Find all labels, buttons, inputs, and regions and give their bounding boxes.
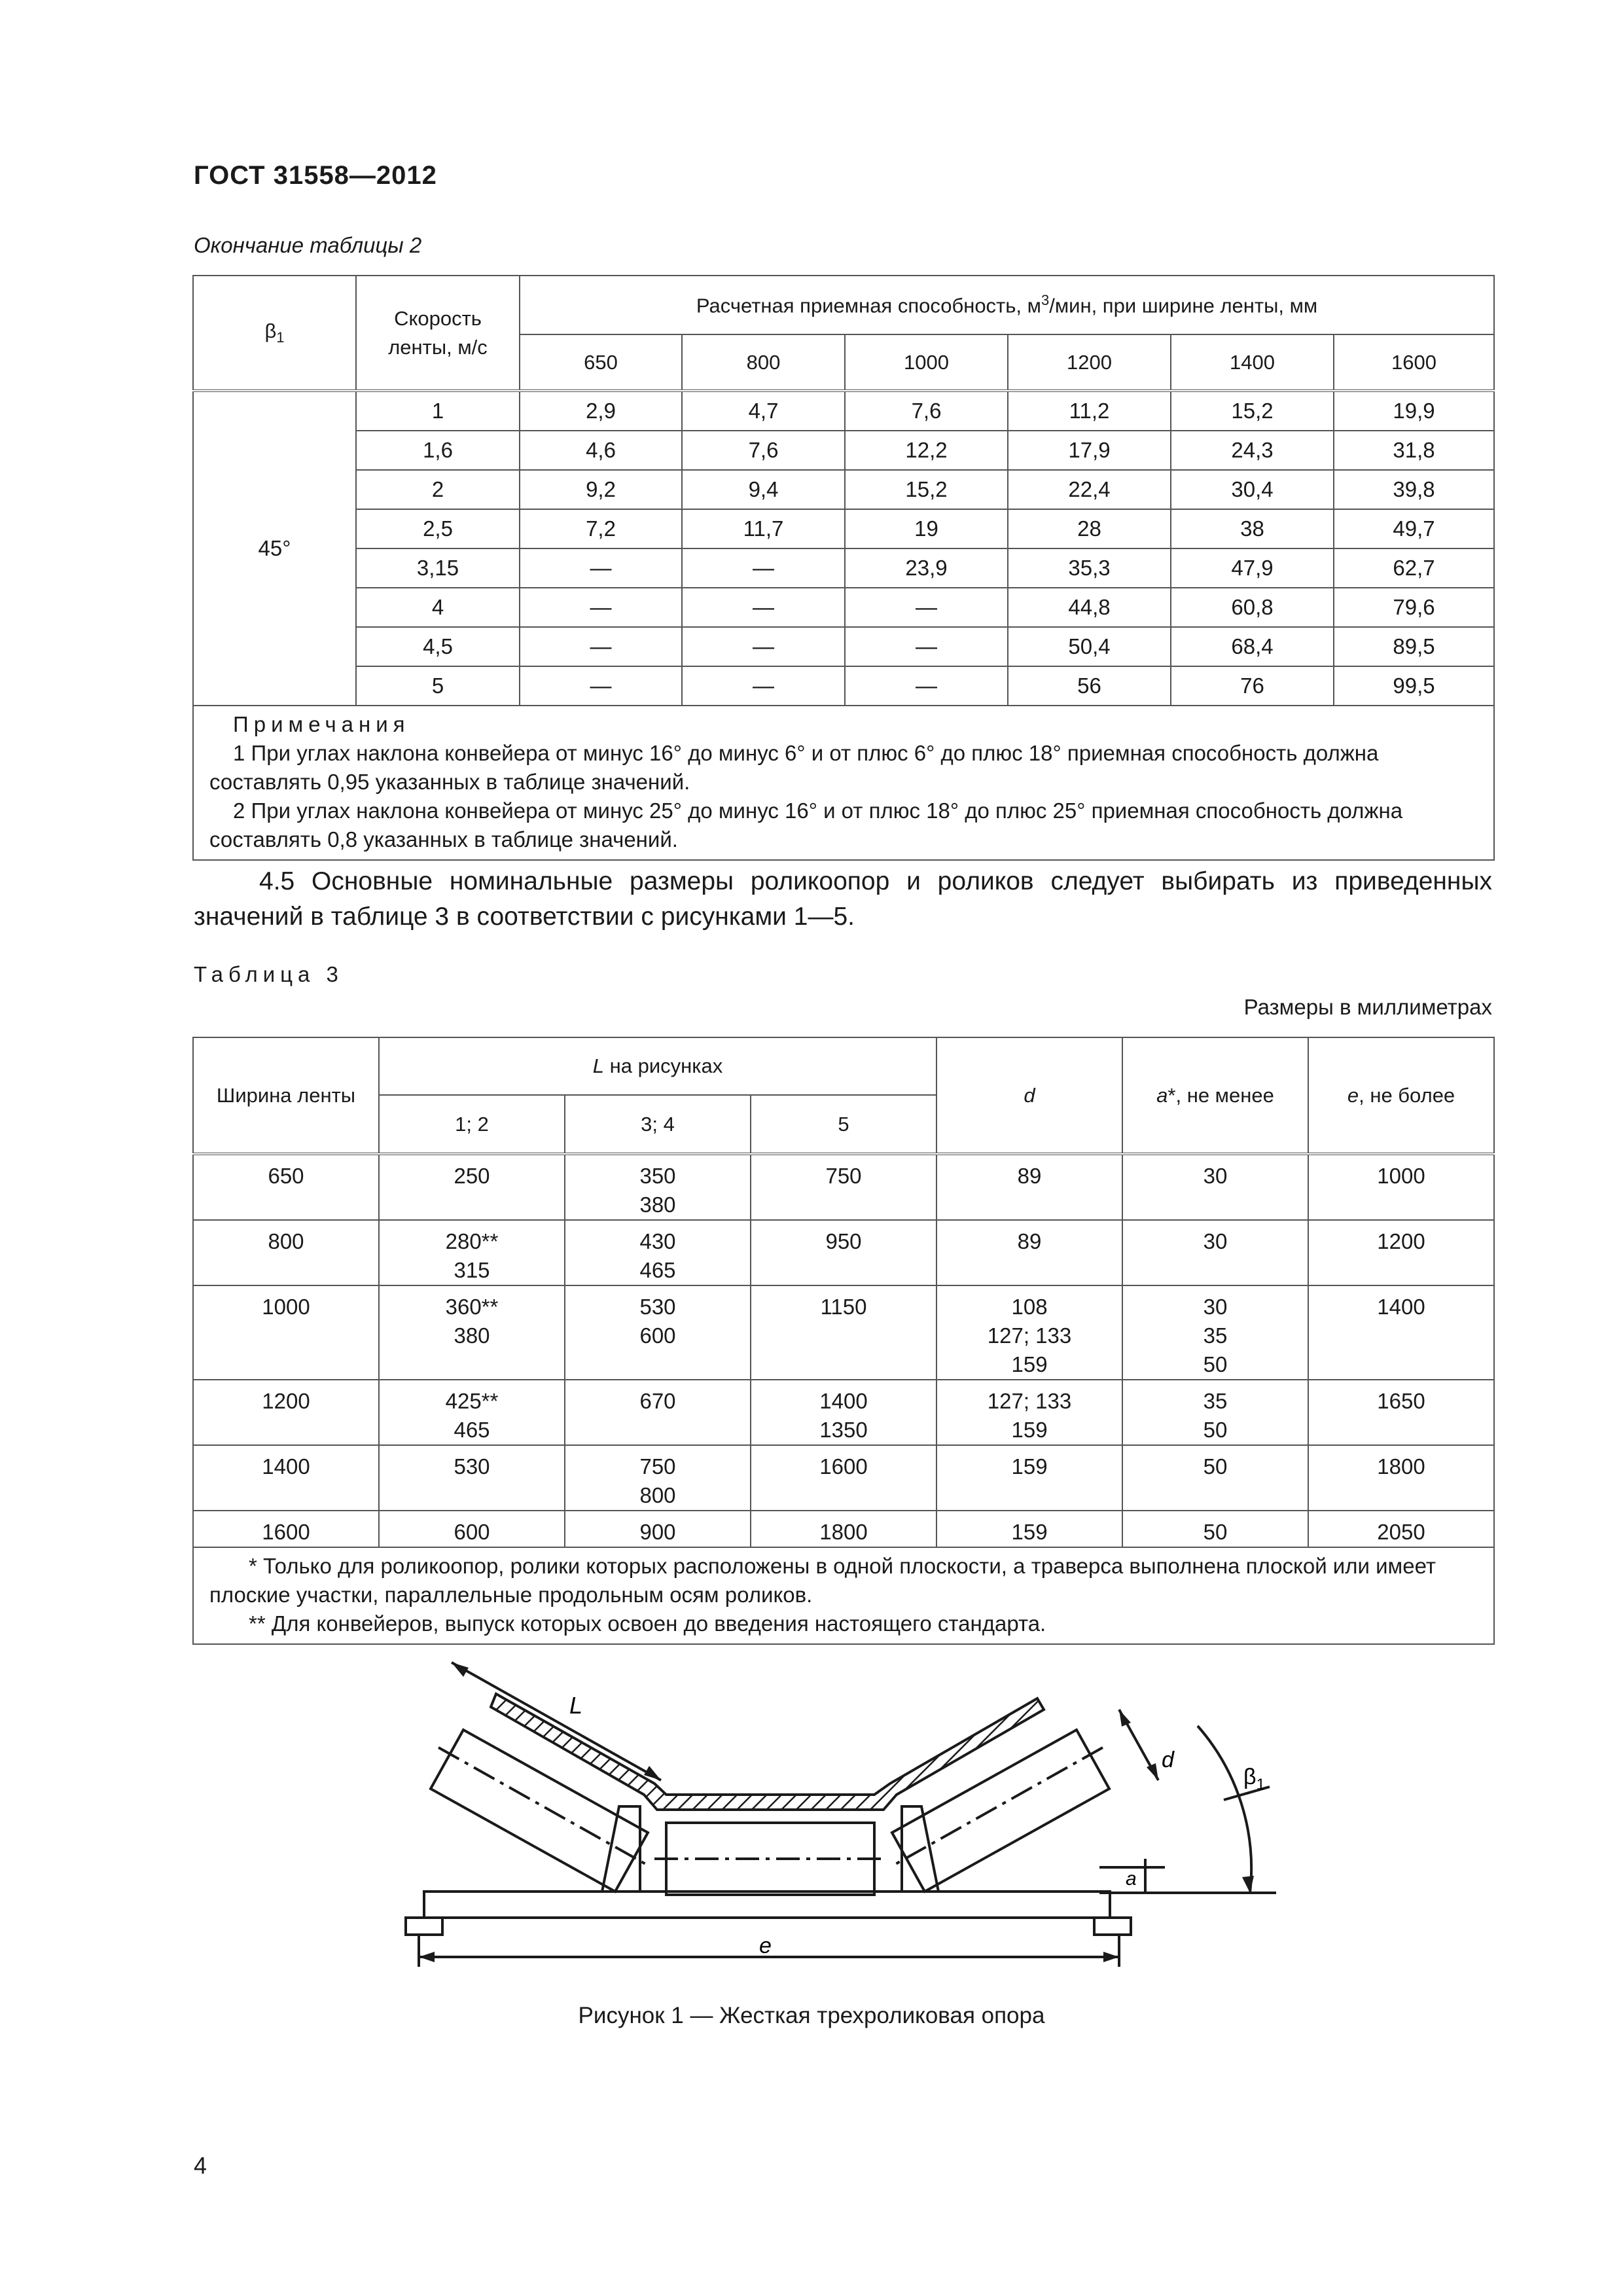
cell-d: 89 — [936, 1220, 1122, 1285]
label-d: d — [1162, 1748, 1174, 1772]
L-header-symbol: L — [592, 1054, 604, 1078]
table-row — [193, 666, 1494, 706]
d-header — [936, 1037, 1122, 1154]
table-row — [193, 548, 1494, 588]
table-row — [193, 1511, 1494, 1547]
speed-header-line2: ленты, м/с — [388, 335, 488, 359]
capacity-cell: 11,7 — [682, 509, 845, 548]
capacity-cell: 39,8 — [1334, 470, 1494, 509]
table2-notes — [193, 706, 1494, 860]
speed-header — [356, 276, 520, 391]
capacity-cell: 7,6 — [682, 431, 845, 470]
capacity-cell: 76 — [1171, 666, 1334, 706]
capacity-cell: 19,9 — [1334, 391, 1494, 431]
center-roller — [654, 1823, 887, 1895]
capacity-cell: 68,4 — [1171, 627, 1334, 666]
cell-e: 1650 — [1308, 1380, 1494, 1445]
cell-l12: 280** 315 — [379, 1220, 565, 1285]
d-header-symbol: d — [1024, 1083, 1035, 1107]
cell-l12: 425** 465 — [379, 1380, 565, 1445]
capacity-cell: 4,7 — [682, 391, 845, 431]
width-header: 800 — [682, 334, 845, 391]
cell-l34: 670 — [565, 1380, 751, 1445]
table3-units: Размеры в миллиметрах — [1243, 995, 1492, 1019]
capacity-cell: 15,2 — [1171, 391, 1334, 431]
table-row — [193, 470, 1494, 509]
capacity-header-text: Расчетная приемная способность, м — [696, 294, 1041, 317]
footnote-2-text: ** Для конвейеров, выпуск которых освоен до введения настоящего стандарта. — [249, 1611, 1046, 1636]
capacity-cell: 22,4 — [1008, 470, 1171, 509]
capacity-cell: 31,8 — [1334, 431, 1494, 470]
label-L: L — [569, 1692, 583, 1719]
standard-header: ГОСТ 31558—2012 — [194, 161, 437, 190]
capacity-cell: 7,2 — [520, 509, 682, 548]
a-header-symbol: a — [1156, 1083, 1168, 1107]
a-header — [1122, 1037, 1308, 1154]
cell-e: 1000 — [1308, 1154, 1494, 1220]
capacity-cell: 62,7 — [1334, 548, 1494, 588]
cell-width: 1000 — [193, 1285, 379, 1380]
table-row — [193, 1380, 1494, 1445]
width-header: 1600 — [1334, 334, 1494, 391]
capacity-cell: 56 — [1008, 666, 1171, 706]
cell-l5: 950 — [751, 1220, 936, 1285]
table3-caption: Таблица 3 — [194, 962, 344, 986]
e-header-symbol: e — [1347, 1083, 1359, 1107]
speed-cell: 2 — [356, 470, 520, 509]
capacity-cell: — — [520, 588, 682, 627]
cell-a: 30 — [1122, 1154, 1308, 1220]
figure-caption: Рисунок 1 — Жесткая трехроликовая опора — [578, 2003, 1045, 2028]
label-beta-subscript: 1 — [1256, 1776, 1265, 1793]
cell-width: 1400 — [193, 1445, 379, 1511]
capacity-cell: — — [682, 666, 845, 706]
L-header-text: на рисунках — [604, 1054, 723, 1078]
capacity-cell: 9,2 — [520, 470, 682, 509]
cell-a: 35 50 — [1122, 1380, 1308, 1445]
width-header: 1000 — [845, 334, 1008, 391]
cell-d: 159 — [936, 1445, 1122, 1511]
dimension-lines — [419, 1662, 1276, 1967]
capacity-cell: 79,6 — [1334, 588, 1494, 627]
capacity-cell: — — [845, 588, 1008, 627]
speed-cell: 4 — [356, 588, 520, 627]
speed-header-line1: Скорость — [394, 306, 482, 330]
cell-l34: 430 465 — [565, 1220, 751, 1285]
capacity-cell: 9,4 — [682, 470, 845, 509]
capacity-cell: — — [520, 627, 682, 666]
capacity-cell: — — [682, 548, 845, 588]
note-2-text: 2 При углах наклона конвейера от минус 25° до минус 16° и от плюс 18° до плюс 25° приемная способность должна составлять 0,8 указанных в таблице значений. — [209, 798, 1403, 852]
speed-cell: 1,6 — [356, 431, 520, 470]
capacity-header-sup: 3 — [1041, 292, 1050, 309]
cell-a: 30 35 50 — [1122, 1285, 1308, 1380]
capacity-cell: 47,9 — [1171, 548, 1334, 588]
notes-title: Примечания — [233, 712, 410, 736]
capacity-cell: — — [520, 666, 682, 706]
capacity-cell: — — [845, 627, 1008, 666]
label-beta-symbol: β — [1243, 1765, 1257, 1789]
e-header — [1308, 1037, 1494, 1154]
cell-a: 50 — [1122, 1445, 1308, 1511]
cell-e: 1200 — [1308, 1220, 1494, 1285]
footnote-2 — [209, 1609, 1486, 1638]
cell-l12: 250 — [379, 1154, 565, 1220]
cell-l5: 1400 1350 — [751, 1380, 936, 1445]
table3-footnotes — [193, 1547, 1494, 1644]
right-roller — [892, 1730, 1109, 1892]
beta-value: 45° — [193, 391, 356, 706]
capacity-cell: — — [682, 627, 845, 666]
capacity-cell: 30,4 — [1171, 470, 1334, 509]
note-1-text: 1 При углах наклона конвейера от минус 16° до минус 6° и от плюс 6° до плюс 18° приемная способность должна составлять 0,95 указанных в таблице значений. — [209, 741, 1379, 794]
label-beta — [1243, 1765, 1265, 1793]
capacity-cell: — — [845, 666, 1008, 706]
figure-three-roller-support — [393, 1649, 1309, 1977]
capacity-cell: 17,9 — [1008, 431, 1171, 470]
cell-l5: 1800 — [751, 1511, 936, 1547]
table-row — [193, 431, 1494, 470]
cell-e: 1800 — [1308, 1445, 1494, 1511]
label-e: e — [759, 1933, 772, 1958]
capacity-cell: 35,3 — [1008, 548, 1171, 588]
capacity-cell: 60,8 — [1171, 588, 1334, 627]
table-row — [193, 391, 1494, 431]
width-header: 650 — [520, 334, 682, 391]
capacity-header-text-2: /мин, при ширине ленты, мм — [1049, 294, 1318, 317]
capacity-cell: 24,3 — [1171, 431, 1334, 470]
table3 — [192, 1037, 1495, 1645]
beta-header — [193, 276, 356, 391]
table-row — [193, 1220, 1494, 1285]
paragraph-4-5 — [194, 864, 1492, 935]
cell-l34: 530 600 — [565, 1285, 751, 1380]
capacity-cell: 44,8 — [1008, 588, 1171, 627]
cell-l12: 530 — [379, 1445, 565, 1511]
capacity-cell: — — [520, 548, 682, 588]
cell-l34: 900 — [565, 1511, 751, 1547]
table-row — [193, 627, 1494, 666]
capacity-cell: 4,6 — [520, 431, 682, 470]
note-2 — [209, 797, 1486, 854]
table-row — [193, 588, 1494, 627]
speed-cell: 5 — [356, 666, 520, 706]
cell-width: 1600 — [193, 1511, 379, 1547]
beta-symbol: β — [264, 319, 277, 343]
cell-l12: 360** 380 — [379, 1285, 565, 1380]
label-a: a — [1126, 1868, 1137, 1890]
cell-d: 89 — [936, 1154, 1122, 1220]
cell-a: 30 — [1122, 1220, 1308, 1285]
width-header: 1200 — [1008, 334, 1171, 391]
a-header-text: *, не менее — [1168, 1083, 1274, 1107]
L-sub-34: 3; 4 — [565, 1095, 751, 1154]
capacity-cell: 12,2 — [845, 431, 1008, 470]
L-sub-12: 1; 2 — [379, 1095, 565, 1154]
base-frame — [406, 1806, 1131, 1935]
speed-cell: 2,5 — [356, 509, 520, 548]
cell-width: 1200 — [193, 1380, 379, 1445]
cell-d: 159 — [936, 1511, 1122, 1547]
capacity-cell: 89,5 — [1334, 627, 1494, 666]
beta-subscript: 1 — [276, 329, 285, 346]
cell-l5: 750 — [751, 1154, 936, 1220]
capacity-cell: 28 — [1008, 509, 1171, 548]
speed-cell: 1 — [356, 391, 520, 431]
table2 — [192, 275, 1495, 861]
cell-l5: 1150 — [751, 1285, 936, 1380]
cell-d: 108 127; 133 159 — [936, 1285, 1122, 1380]
cell-d: 127; 133 159 — [936, 1380, 1122, 1445]
capacity-cell: 23,9 — [845, 548, 1008, 588]
cell-e: 1400 — [1308, 1285, 1494, 1380]
cell-l12: 600 — [379, 1511, 565, 1547]
capacity-cell: 50,4 — [1008, 627, 1171, 666]
page-number: 4 — [194, 2152, 207, 2179]
speed-cell: 3,15 — [356, 548, 520, 588]
paragraph-4-5-text: 4.5 Основные номинальные размеры роликоопор и роликов следует выбирать из приведенных значений в таблице 3 в соответствии с рисунками 1—5. — [194, 867, 1492, 931]
capacity-cell: 15,2 — [845, 470, 1008, 509]
e-header-text: , не более — [1359, 1083, 1455, 1107]
L-sub-5: 5 — [751, 1095, 936, 1154]
capacity-cell: 38 — [1171, 509, 1334, 548]
cell-l34: 350 380 — [565, 1154, 751, 1220]
belt-width-header: Ширина ленты — [193, 1037, 379, 1154]
capacity-cell: 7,6 — [845, 391, 1008, 431]
cell-width: 800 — [193, 1220, 379, 1285]
capacity-cell: 11,2 — [1008, 391, 1171, 431]
capacity-cell: — — [682, 588, 845, 627]
width-header: 1400 — [1171, 334, 1334, 391]
capacity-cell: 99,5 — [1334, 666, 1494, 706]
footnote-1-text: * Только для роликоопор, ролики которых расположены в одной плоскости, а траверса выполнена плоской или имеет плоские участки, параллельные продольным осям роликов. — [209, 1554, 1436, 1607]
table-row — [193, 1445, 1494, 1511]
cell-width: 650 — [193, 1154, 379, 1220]
capacity-cell: 49,7 — [1334, 509, 1494, 548]
L-header — [379, 1037, 936, 1095]
capacity-header — [520, 276, 1494, 334]
table-row — [193, 1154, 1494, 1220]
cell-l34: 750 800 — [565, 1445, 751, 1511]
table-row — [193, 509, 1494, 548]
capacity-cell: 2,9 — [520, 391, 682, 431]
table-row — [193, 1285, 1494, 1380]
table2-caption: Окончание таблицы 2 — [194, 233, 422, 257]
note-1 — [209, 739, 1486, 797]
footnote-1 — [209, 1552, 1486, 1609]
speed-cell: 4,5 — [356, 627, 520, 666]
cell-e: 2050 — [1308, 1511, 1494, 1547]
cell-a: 50 — [1122, 1511, 1308, 1547]
capacity-cell: 19 — [845, 509, 1008, 548]
cell-l5: 1600 — [751, 1445, 936, 1511]
